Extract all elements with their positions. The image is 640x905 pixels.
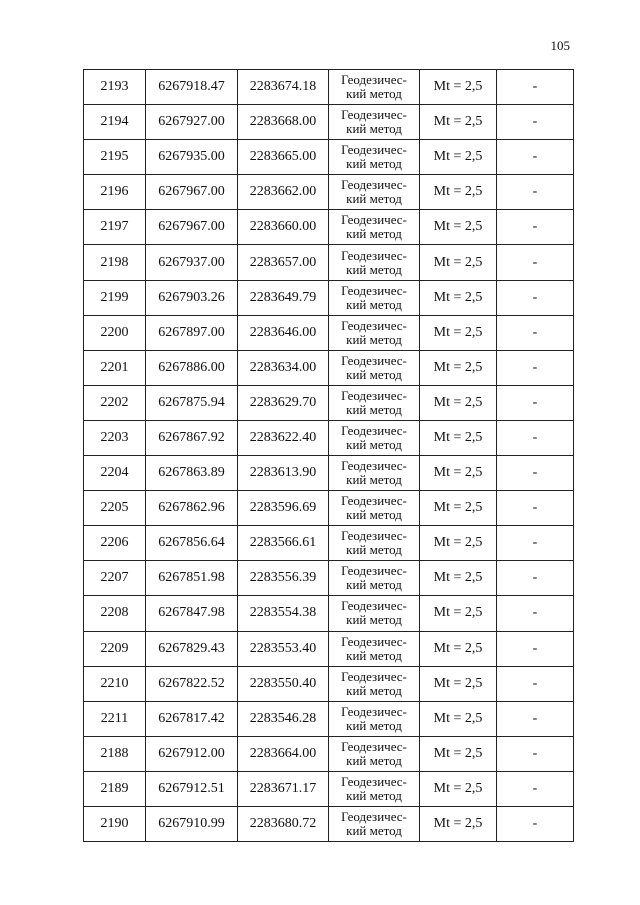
point-number-cell: 2197 [84, 210, 146, 245]
method-line-2: кий метод [346, 507, 402, 523]
x-coordinate-cell: 6267847.98 [146, 596, 238, 631]
y-coordinate-cell: 2283660.00 [238, 210, 329, 245]
y-coordinate-cell: 2283550.40 [238, 666, 329, 701]
method-line-2: кий метод [346, 296, 402, 312]
accuracy-cell: Mt = 2,5 [420, 806, 497, 841]
accuracy-cell: Mt = 2,5 [420, 701, 497, 736]
description-cell: - [497, 456, 574, 491]
y-coordinate-cell: 2283668.00 [238, 105, 329, 140]
x-coordinate-cell: 6267927.00 [146, 105, 238, 140]
description-cell: - [497, 315, 574, 350]
method-line-1: Геодезичес- [341, 247, 407, 263]
point-number-cell: 2190 [84, 806, 146, 841]
method-line-1: Геодезичес- [341, 177, 407, 193]
accuracy-cell: Mt = 2,5 [420, 245, 497, 280]
point-number-cell: 2196 [84, 175, 146, 210]
accuracy-cell: Mt = 2,5 [420, 666, 497, 701]
method-cell [329, 175, 420, 210]
description-cell: - [497, 175, 574, 210]
accuracy-cell: Mt = 2,5 [420, 631, 497, 666]
table-row [84, 596, 574, 631]
method-line-1: Геодезичес- [341, 212, 407, 228]
description-cell: - [497, 140, 574, 175]
method-line-2: кий метод [346, 647, 402, 663]
accuracy-cell: Mt = 2,5 [420, 140, 497, 175]
y-coordinate-cell: 2283629.70 [238, 385, 329, 420]
method-line-1: Геодезичес- [341, 598, 407, 614]
point-number-cell: 2195 [84, 140, 146, 175]
point-number-cell: 2210 [84, 666, 146, 701]
x-coordinate-cell: 6267903.26 [146, 280, 238, 315]
table-row [84, 280, 574, 315]
accuracy-cell: Mt = 2,5 [420, 350, 497, 385]
method-line-2: кий метод [346, 366, 402, 382]
accuracy-cell: Mt = 2,5 [420, 385, 497, 420]
x-coordinate-cell: 6267851.98 [146, 561, 238, 596]
table-row [84, 385, 574, 420]
method-cell [329, 70, 420, 105]
y-coordinate-cell: 2283634.00 [238, 350, 329, 385]
accuracy-cell: Mt = 2,5 [420, 280, 497, 315]
point-number-cell: 2204 [84, 456, 146, 491]
point-number-cell: 2200 [84, 315, 146, 350]
method-cell [329, 210, 420, 245]
method-line-1: Геодезичес- [341, 422, 407, 438]
x-coordinate-cell: 6267967.00 [146, 210, 238, 245]
y-coordinate-cell: 2283554.38 [238, 596, 329, 631]
method-line-1: Геодезичес- [341, 809, 407, 825]
point-number-cell: 2188 [84, 736, 146, 771]
method-line-1: Геодезичес- [341, 317, 407, 333]
method-line-2: кий метод [346, 331, 402, 347]
table-row [84, 245, 574, 280]
y-coordinate-cell: 2283664.00 [238, 736, 329, 771]
method-line-2: кий метод [346, 86, 402, 102]
method-line-2: кий метод [346, 191, 402, 207]
table-row [84, 420, 574, 455]
y-coordinate-cell: 2283622.40 [238, 420, 329, 455]
point-number-cell: 2206 [84, 526, 146, 561]
table-row [84, 350, 574, 385]
accuracy-cell: Mt = 2,5 [420, 736, 497, 771]
point-number-cell: 2211 [84, 701, 146, 736]
table-row [84, 210, 574, 245]
x-coordinate-cell: 6267937.00 [146, 245, 238, 280]
point-number-cell: 2203 [84, 420, 146, 455]
method-line-2: кий метод [346, 612, 402, 628]
accuracy-cell: Mt = 2,5 [420, 596, 497, 631]
point-number-cell: 2202 [84, 385, 146, 420]
method-line-1: Геодезичес- [341, 387, 407, 403]
method-cell [329, 526, 420, 561]
method-line-1: Геодезичес- [341, 563, 407, 579]
y-coordinate-cell: 2283665.00 [238, 140, 329, 175]
method-line-1: Геодезичес- [341, 72, 407, 88]
accuracy-cell: Mt = 2,5 [420, 771, 497, 806]
y-coordinate-cell: 2283680.72 [238, 806, 329, 841]
x-coordinate-cell: 6267817.42 [146, 701, 238, 736]
method-line-2: кий метод [346, 787, 402, 803]
point-number-cell: 2193 [84, 70, 146, 105]
method-line-1: Геодезичес- [341, 773, 407, 789]
method-line-1: Геодезичес- [341, 668, 407, 684]
method-cell [329, 701, 420, 736]
table-row [84, 561, 574, 596]
method-line-2: кий метод [346, 752, 402, 768]
table-row [84, 491, 574, 526]
table-row [84, 631, 574, 666]
point-number-cell: 2201 [84, 350, 146, 385]
table-row [84, 70, 574, 105]
point-number-cell: 2209 [84, 631, 146, 666]
accuracy-cell: Mt = 2,5 [420, 420, 497, 455]
y-coordinate-cell: 2283546.28 [238, 701, 329, 736]
method-line-1: Геодезичес- [341, 282, 407, 298]
description-cell: - [497, 631, 574, 666]
description-cell: - [497, 806, 574, 841]
y-coordinate-cell: 2283556.39 [238, 561, 329, 596]
method-cell [329, 280, 420, 315]
method-line-2: кий метод [346, 542, 402, 558]
y-coordinate-cell: 2283657.00 [238, 245, 329, 280]
y-coordinate-cell: 2283674.18 [238, 70, 329, 105]
x-coordinate-cell: 6267935.00 [146, 140, 238, 175]
point-number-cell: 2189 [84, 771, 146, 806]
x-coordinate-cell: 6267862.96 [146, 491, 238, 526]
x-coordinate-cell: 6267863.89 [146, 456, 238, 491]
x-coordinate-cell: 6267897.00 [146, 315, 238, 350]
description-cell: - [497, 350, 574, 385]
coordinates-table [83, 69, 574, 842]
method-line-2: кий метод [346, 156, 402, 172]
description-cell: - [497, 736, 574, 771]
x-coordinate-cell: 6267867.92 [146, 420, 238, 455]
point-number-cell: 2205 [84, 491, 146, 526]
method-line-1: Геодезичес- [341, 493, 407, 509]
method-line-1: Геодезичес- [341, 142, 407, 158]
description-cell: - [497, 105, 574, 140]
table-row [84, 771, 574, 806]
method-line-1: Геодезичес- [341, 633, 407, 649]
point-number-cell: 2194 [84, 105, 146, 140]
y-coordinate-cell: 2283662.00 [238, 175, 329, 210]
y-coordinate-cell: 2283596.69 [238, 491, 329, 526]
method-cell [329, 456, 420, 491]
method-cell [329, 385, 420, 420]
point-number-cell: 2207 [84, 561, 146, 596]
description-cell: - [497, 210, 574, 245]
point-number-cell: 2198 [84, 245, 146, 280]
method-cell [329, 350, 420, 385]
accuracy-cell: Mt = 2,5 [420, 70, 497, 105]
method-line-1: Геодезичес- [341, 738, 407, 754]
method-cell [329, 631, 420, 666]
accuracy-cell: Mt = 2,5 [420, 210, 497, 245]
table-row [84, 666, 574, 701]
table-body [84, 70, 574, 842]
method-cell [329, 140, 420, 175]
method-cell [329, 245, 420, 280]
accuracy-cell: Mt = 2,5 [420, 456, 497, 491]
method-line-1: Геодезичес- [341, 528, 407, 544]
description-cell: - [497, 596, 574, 631]
description-cell: - [497, 70, 574, 105]
accuracy-cell: Mt = 2,5 [420, 175, 497, 210]
table-row [84, 806, 574, 841]
description-cell: - [497, 526, 574, 561]
method-cell [329, 666, 420, 701]
table-row [84, 140, 574, 175]
x-coordinate-cell: 6267910.99 [146, 806, 238, 841]
method-line-2: кий метод [346, 472, 402, 488]
method-line-2: кий метод [346, 436, 402, 452]
accuracy-cell: Mt = 2,5 [420, 315, 497, 350]
method-cell [329, 596, 420, 631]
method-cell [329, 315, 420, 350]
method-line-2: кий метод [346, 401, 402, 417]
method-cell [329, 491, 420, 526]
x-coordinate-cell: 6267856.64 [146, 526, 238, 561]
table-row [84, 456, 574, 491]
y-coordinate-cell: 2283613.90 [238, 456, 329, 491]
accuracy-cell: Mt = 2,5 [420, 105, 497, 140]
description-cell: - [497, 701, 574, 736]
description-cell: - [497, 561, 574, 596]
description-cell: - [497, 666, 574, 701]
description-cell: - [497, 771, 574, 806]
method-line-1: Геодезичес- [341, 107, 407, 123]
x-coordinate-cell: 6267875.94 [146, 385, 238, 420]
point-number-cell: 2208 [84, 596, 146, 631]
method-cell [329, 561, 420, 596]
x-coordinate-cell: 6267912.51 [146, 771, 238, 806]
description-cell: - [497, 420, 574, 455]
table-row [84, 736, 574, 771]
method-cell [329, 736, 420, 771]
x-coordinate-cell: 6267912.00 [146, 736, 238, 771]
accuracy-cell: Mt = 2,5 [420, 491, 497, 526]
method-line-2: кий метод [346, 682, 402, 698]
method-line-2: кий метод [346, 717, 402, 733]
method-line-2: кий метод [346, 577, 402, 593]
y-coordinate-cell: 2283649.79 [238, 280, 329, 315]
y-coordinate-cell: 2283553.40 [238, 631, 329, 666]
y-coordinate-cell: 2283566.61 [238, 526, 329, 561]
accuracy-cell: Mt = 2,5 [420, 526, 497, 561]
y-coordinate-cell: 2283646.00 [238, 315, 329, 350]
method-line-2: кий метод [346, 121, 402, 137]
method-line-1: Геодезичес- [341, 352, 407, 368]
description-cell: - [497, 385, 574, 420]
table-row [84, 175, 574, 210]
table-row [84, 315, 574, 350]
accuracy-cell: Mt = 2,5 [420, 561, 497, 596]
method-cell [329, 105, 420, 140]
x-coordinate-cell: 6267822.52 [146, 666, 238, 701]
description-cell: - [497, 491, 574, 526]
method-cell [329, 806, 420, 841]
method-line-2: кий метод [346, 823, 402, 839]
method-line-1: Геодезичес- [341, 458, 407, 474]
x-coordinate-cell: 6267918.47 [146, 70, 238, 105]
method-line-2: кий метод [346, 226, 402, 242]
description-cell: - [497, 245, 574, 280]
table-row [84, 526, 574, 561]
y-coordinate-cell: 2283671.17 [238, 771, 329, 806]
description-cell: - [497, 280, 574, 315]
method-line-2: кий метод [346, 261, 402, 277]
point-number-cell: 2199 [84, 280, 146, 315]
x-coordinate-cell: 6267886.00 [146, 350, 238, 385]
method-cell [329, 420, 420, 455]
table-row [84, 701, 574, 736]
page-number: 105 [550, 38, 570, 53]
method-cell [329, 771, 420, 806]
x-coordinate-cell: 6267967.00 [146, 175, 238, 210]
table-row [84, 105, 574, 140]
x-coordinate-cell: 6267829.43 [146, 631, 238, 666]
method-line-1: Геодезичес- [341, 703, 407, 719]
